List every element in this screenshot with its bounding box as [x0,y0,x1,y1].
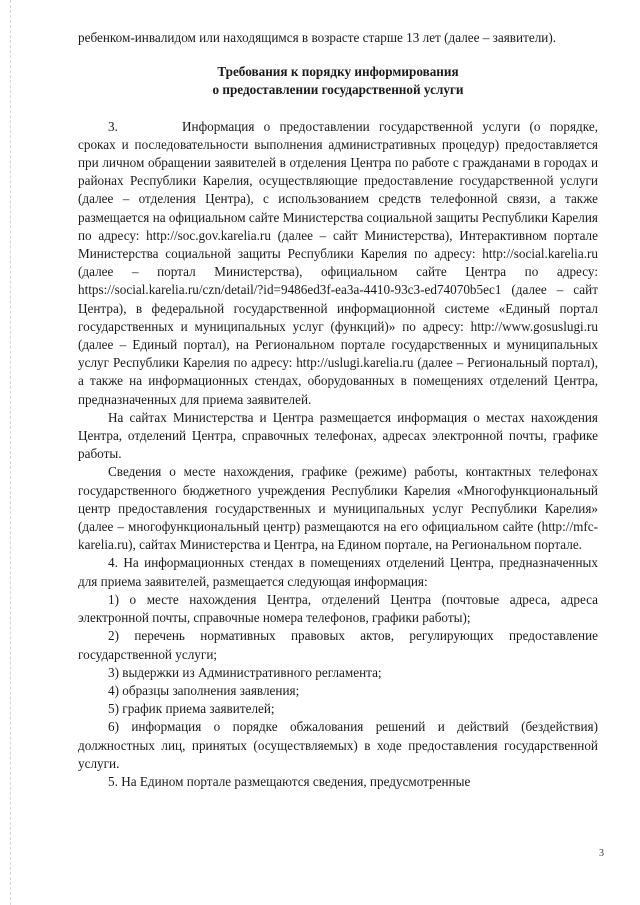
list-item: 2) перечень нормативных правовых актов, регулирующих предоставление государственной услуги; [78,628,598,662]
list-item: 5) график приема заявителей; [108,701,275,717]
list-item: 6) информация о порядке обжалования решений и действий (бездействия) должностных лиц, принятых (осуществляемых) в ходе предоставления государственной услуги. [78,719,598,771]
binding-margin-line [10,0,11,905]
intro-paragraph: ребенком-инвалидом или находящимся в возрасте старше 13 лет (далее – заявители). [78,30,557,45]
heading-line-1: Требования к порядку информирования [217,64,459,80]
paragraph-mfc: Сведения о месте нахождения, графике (режиме) работы, контактных телефонах государственного бюджетного учреждения Республики Карелия «Многофункциональный центр предоставления государственных и муниципальных услуг Республики Карелия» (далее – многофункциональный центр) размещаются на его официальном сайте (http://mfc-karelia.ru), сайтах Министерства и Центра, на Едином портале, на Региональном портале. [78,464,598,553]
paragraph-sites: На сайтах Министерства и Центра размещается информация о местах нахождения Центра, отделений Центра, справочных телефонах, адресах электронной почты, графике работы. [78,409,598,462]
list-item: 1) о месте нахождения Центра, отделений Центра (почтовые адреса, адреса электронной почты, справочные номера телефонов, графики работы); [78,591,598,626]
paragraph-5: 5. На Едином портале размещаются сведения, предусмотренные [108,773,471,789]
heading-line-2: о предоставлении государственной услуги [212,82,464,98]
paragraph-3-number: 3. [108,118,118,134]
page-number: 3 [599,848,604,859]
paragraph-4: 4. На информационных стендах в помещениях отделений Центра, предназначенных для приема заявителей, размещается следующая информация: [78,555,598,589]
document-body [78,29,598,791]
paragraph-3-text: Информация о предоставлении государственной услуги (о порядке, сроках и последовательности выполнения административных процедур) предоставляется при личном обращении заявителей в отделения Центра по работе с гражданами в городах и районах Республики Карелия, осуществляющие предоставление государственной услуги (далее – отделения Центра), с использованием средств телефонной связи, а также размещается на официальном сайте Министерства социальной защиты Республики Карелия по адресу: http://soc.gov.karelia.ru (далее – сайт Министерства), Интерактивном портале Министерства социальной защиты Республики Карелия по адресу: http://social.karelia.ru (далее – портал Министерства), официальном сайте Центра по адресу: https://social.karelia.ru/czn/detail/?id=9486ed3f-ea3a-4410-93c3-ed74070b5ec1 (далее – сайт Центра), в федеральной государственной информационной системе «Единый портал государственных и муниципальных услуг (функций)» по адресу: http://www.gosuslugi.ru (далее – Единый портал), на Региональном портале государственных и муниципальных услуг Республики Карелия по адресу: http://uslugi.karelia.ru (далее – Региональный портал), а также на информационных стендах, оборудованных в помещениях отделений Центра, предназначенных для приема заявителей. [78,118,598,407]
list-item: 4) образцы заполнения заявления; [108,682,300,698]
list-item: 3) выдержки из Административного регламента; [108,664,382,680]
paragraph-3 [78,118,598,409]
section-heading [78,63,598,99]
